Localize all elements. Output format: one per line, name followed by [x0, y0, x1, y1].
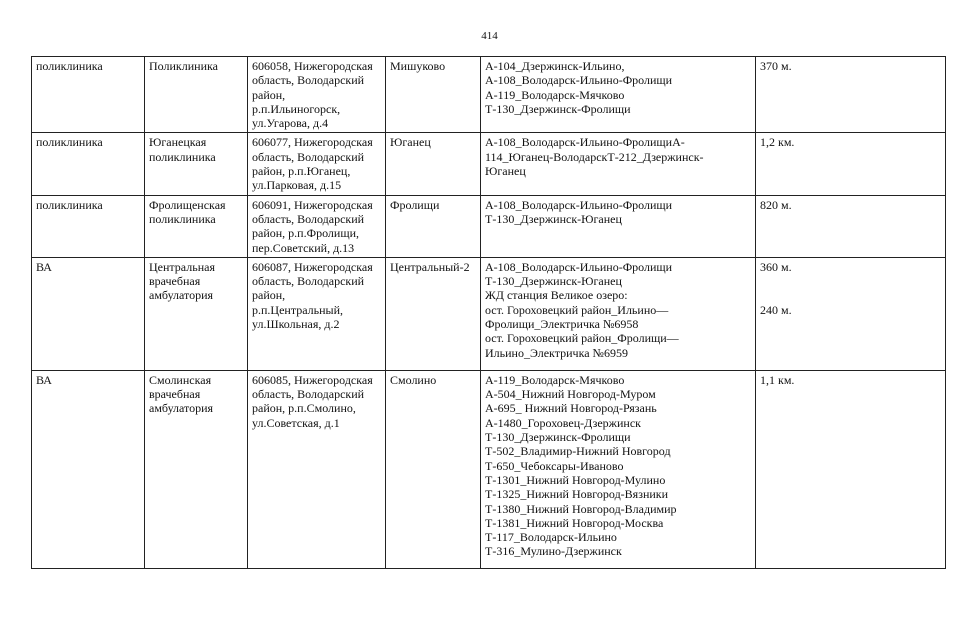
routes-line: Т-650_Чебоксары-Иваново [485, 458, 624, 473]
routes-line: Т-1381_Нижний Новгород-Москва [485, 515, 664, 530]
bus-stop-text: Юганец [390, 135, 431, 150]
facility-type-text: ВА [36, 259, 52, 274]
bus-stop-cell [386, 370, 481, 568]
address-line: ул.Советская, д.1 [252, 415, 340, 430]
routes-line: А-108_Володарск-Ильино-Фролищи [485, 197, 673, 212]
distance-line [760, 274, 941, 288]
routes-cell [481, 370, 756, 568]
routes-line: Т-1325_Нижний Новгород-Вязники [485, 487, 669, 502]
routes-line: Т-1301_Нижний Новгород-Мулино [485, 472, 666, 487]
distance-line: 240 м. [760, 302, 792, 317]
address-line: ул.Парковая, д.15 [252, 178, 342, 193]
facility-type-cell [32, 57, 145, 133]
address-cell [248, 195, 386, 257]
bus-stop-text: Смолино [390, 372, 437, 387]
address-line: область, Володарский [252, 149, 365, 164]
routes-line: Т-502_Владимир-Нижний Новгород [485, 444, 671, 459]
facility-name-cell [145, 195, 248, 257]
address-line: область, Володарский [252, 211, 365, 226]
facility-type-cell [32, 133, 145, 195]
facility-name-line: Смолинская [149, 372, 212, 387]
facility-name-line: врачебная [149, 387, 201, 402]
distance-line [760, 288, 941, 302]
distance-line: 360 м. [760, 259, 792, 274]
bus-stop-cell [386, 257, 481, 370]
bus-stop-text: Фролищи [390, 197, 440, 212]
table-body [32, 57, 946, 569]
facility-name-line: амбулатория [149, 288, 214, 303]
facility-name-line: поликлиника [149, 149, 216, 164]
routes-line: А-108_Володарск-Ильино-ФролищиА- [485, 135, 685, 150]
bus-stop-cell [386, 133, 481, 195]
address-line: область, Володарский [252, 73, 365, 88]
routes-line: А-1480_Гороховец-Дзержинск [485, 415, 641, 430]
routes-cell [481, 257, 756, 370]
routes-line: ост. Гороховецкий район_Фролищи— [485, 331, 679, 346]
bus-stop-text: Мишуково [390, 59, 446, 73]
distance-cell [756, 257, 946, 370]
facility-type-text: поликлиника [36, 197, 103, 212]
routes-line: А-695_ Нижний Новгород-Рязань [485, 401, 657, 416]
table-row [32, 370, 946, 568]
address-line: ул.Школьная, д.2 [252, 317, 340, 332]
distance-line: 820 м. [760, 197, 792, 212]
facility-name-line: Фролищенская [149, 197, 226, 212]
facility-type-cell [32, 195, 145, 257]
facility-type-text: поликлиника [36, 135, 103, 150]
distance-cell [756, 195, 946, 257]
table-row [32, 133, 946, 195]
routes-line: ост. Гороховецкий район_Ильино— [485, 302, 669, 317]
address-line: 606077, Нижегородская [252, 135, 373, 150]
facility-name-line: Юганецкая [149, 135, 207, 150]
routes-line: Фролищи_Электричка №6958 [485, 317, 639, 332]
routes-line: Т-130_Дзержинск-Юганец [485, 274, 622, 289]
address-line: 606087, Нижегородская [252, 259, 373, 274]
routes-line: А-119_Володарск-Мячково [485, 372, 625, 387]
table-row [32, 257, 946, 370]
distance-line: 370 м. [760, 59, 792, 73]
address-line: пер.Советский, д.13 [252, 240, 355, 255]
routes-line: А-504_Нижний Новгород-Муром [485, 387, 656, 402]
routes-line: А-119_Володарск-Мячково [485, 87, 625, 102]
facility-name-cell [145, 133, 248, 195]
bus-stop-text: Центральный-2 [390, 259, 470, 274]
address-line: ул.Угарова, д.4 [252, 116, 329, 131]
distance-cell [756, 57, 946, 133]
distance-line: 1,1 км. [760, 372, 795, 387]
routes-cell [481, 133, 756, 195]
facility-name-line: Центральная [149, 259, 215, 274]
address-line: р.п.Ильиногорск, [252, 101, 341, 116]
address-line: район, р.п.Юганец, [252, 164, 351, 179]
routes-line: Т-117_Володарск-Ильино [485, 530, 617, 545]
facility-name-line: Поликлиника [149, 59, 218, 73]
bus-stop-cell [386, 57, 481, 133]
facility-name-line: поликлиника [149, 211, 216, 226]
facility-type-text: ВА [36, 372, 52, 387]
distance-cell [756, 370, 946, 568]
facility-type-cell [32, 370, 145, 568]
routes-line: Юганец [485, 164, 526, 179]
table-row [32, 195, 946, 257]
address-line: 606091, Нижегородская [252, 197, 373, 212]
distance-cell [756, 133, 946, 195]
routes-line: Т-130_Дзержинск-Фролищи [485, 101, 631, 116]
facility-name-line: врачебная [149, 274, 201, 289]
facility-type-cell [32, 257, 145, 370]
routes-line: А-108_Володарск-Ильино-Фролищи [485, 259, 673, 274]
routes-line: А-108_Володарск-Ильино-Фролищи [485, 73, 673, 88]
address-line: 606085, Нижегородская [252, 372, 373, 387]
facility-name-cell [145, 257, 248, 370]
routes-cell [481, 195, 756, 257]
routes-line: А-104_Дзержинск-Ильино, [485, 59, 625, 73]
address-line: район, р.п.Фролищи, [252, 226, 359, 241]
routes-cell [481, 57, 756, 133]
routes-line: 114_Юганец-ВолодарскТ-212_Дзержинск- [485, 149, 704, 164]
routes-line: Т-130_Дзержинск-Юганец [485, 211, 622, 226]
address-cell [248, 257, 386, 370]
address-cell [248, 57, 386, 133]
facility-name-cell [145, 57, 248, 133]
address-line: район, [252, 87, 286, 102]
facility-name-line: амбулатория [149, 401, 214, 416]
facility-type-text: поликлиника [36, 59, 103, 73]
routes-line: Ильино_Электричка №6959 [485, 345, 628, 360]
table-row [32, 57, 946, 133]
bus-stop-cell [386, 195, 481, 257]
address-line: район, р.п.Смолино, [252, 401, 356, 416]
address-line: область, Володарский [252, 387, 365, 402]
facility-name-cell [145, 370, 248, 568]
address-line: 606058, Нижегородская [252, 59, 373, 73]
distance-line: 1,2 км. [760, 135, 795, 150]
routes-line: Т-316_Мулино-Дзержинск [485, 544, 622, 559]
routes-line: ЖД станция Великое озеро: [485, 288, 628, 303]
page-number: 414 [481, 30, 498, 42]
address-cell [248, 370, 386, 568]
address-line: область, Володарский [252, 274, 365, 289]
address-line: район, [252, 288, 286, 303]
address-line: р.п.Центральный, [252, 302, 344, 317]
medical-facilities-table [31, 56, 946, 569]
routes-line: Т-130_Дзержинск-Фролищи [485, 430, 631, 445]
address-cell [248, 133, 386, 195]
routes-line: Т-1380_Нижний Новгород-Владимир [485, 501, 677, 516]
